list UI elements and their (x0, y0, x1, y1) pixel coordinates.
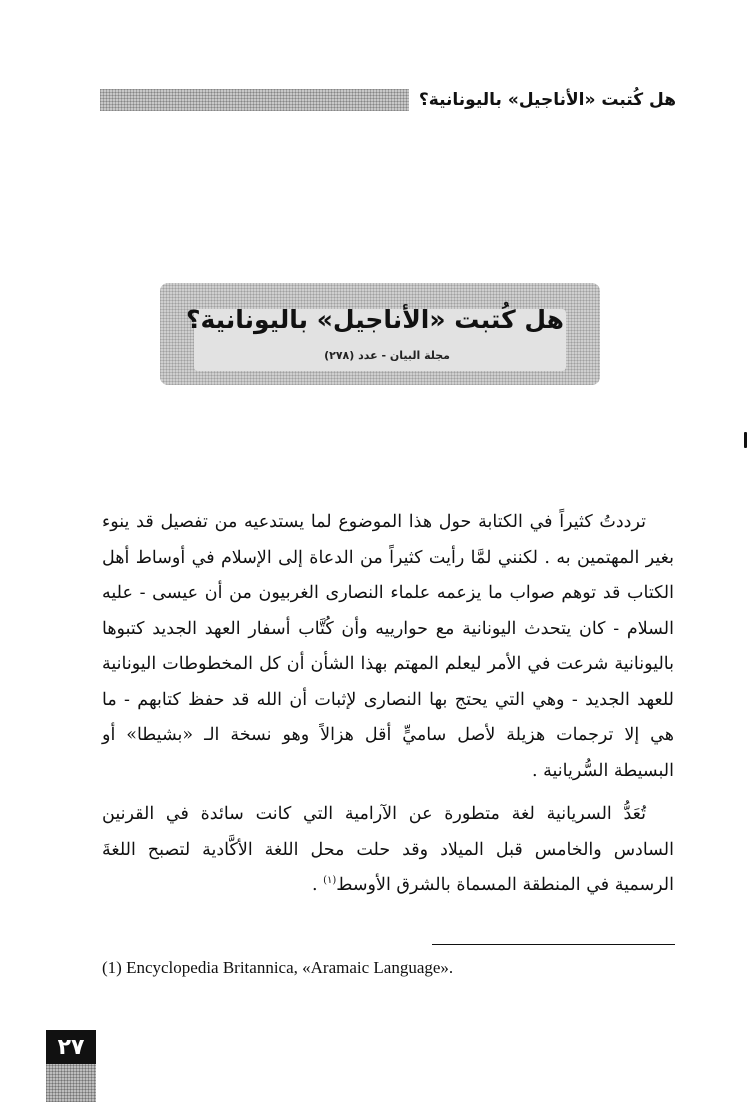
running-header (100, 86, 676, 114)
paragraph-2-end: . (311, 875, 324, 895)
running-header-title: هل كُتبت «الأناجيل» باليونانية؟ (418, 90, 676, 110)
footnote: (1) Encyclopedia Britannica, «Aramaic Language». (102, 958, 454, 977)
footnote-reference: (١) (323, 875, 337, 887)
paragraph-1: ترددتُ كثيراً في الكتابة حول هذا الموضوع لما يستدعيه من تفصيل قد ينوء بغير المهتمين به . لكنني لمَّا رأيت كثيراً من الدعاة إلى الإسلام في أوساط أهل الكتاب قد توهم صواب ما يزعمه علماء النصارى الغربيون من أن عيسى - عليه السلام - كان يتحدث اليونانية مع حوارييه وأن كُتَّاب أسفار العهد الجديد كتبوها باليونانية شرعت في الأمر ليعلم المهتم بهذا الشأن أن كل المخطوطات اليونانية للعهد الجديد - وهي التي يحتج بها النصارى لإثبات أن الله قد حفظ كتابهم - ما هي إلا ترجمات هزيلة لأصل ساميٍّ أقل هزالاً وهو نسخة الـ «بشيطا» أو البسيطة السُّريانية . (102, 512, 674, 781)
article-source: مجلة البيان - عدد (٢٧٨) (324, 349, 450, 362)
paragraph-2 (102, 797, 674, 904)
page-number: ٢٧ (46, 1030, 96, 1064)
paragraph-2-text: تُعَدُّ السريانية لغة متطورة عن الآرامية التي كانت سائدة في القرنين السادس والخامس قبل الميلاد وقد حلت محل اللغة الأكَّادية لتصبح اللغةَ الرسمية في المنطقة المسماة بالشرق الأوسط (102, 804, 674, 895)
page-edge-mark (744, 432, 747, 448)
page-number-hatch (46, 1064, 96, 1102)
article-title-box (160, 283, 600, 385)
body-text (102, 505, 674, 904)
header-hatch-bar (100, 89, 409, 111)
article-title: هل كُتبت «الأناجيل» باليونانية؟ (185, 305, 564, 334)
footnote-separator (432, 944, 675, 945)
